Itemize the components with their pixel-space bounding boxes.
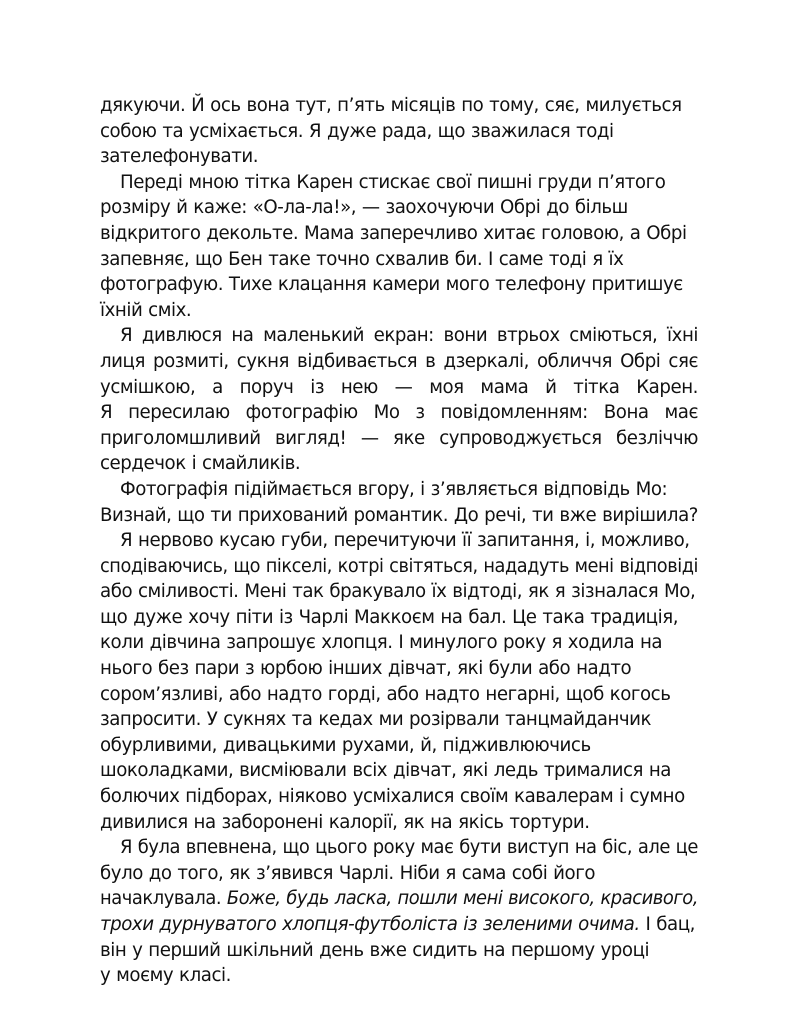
text-line: дивилися на заборонені калорії, як на якісь тортури. — [100, 811, 590, 833]
text-line: зателефонувати. — [100, 146, 259, 168]
text-line: він у перший шкільний день вже сидить на першому уроці — [100, 939, 650, 961]
text-line: Я нервово кусаю губи, перечитуючи її запитання, і, можливо, — [120, 530, 690, 552]
text-line: дякуючи. Й ось вона тут, п’ять місяців по тому, сяє, милується — [100, 95, 682, 116]
text-line: усмішкою, а поруч із нею — моя мама й тітка Карен. — [100, 376, 698, 398]
text-line: Переді мною тітка Карен стискає свої пишні груди п’ятого — [120, 171, 666, 193]
text-line: їхній сміх. — [100, 299, 192, 321]
text-segment: начаклувала. — [100, 888, 227, 910]
text-line: або сміливості. Мені так бракувало їх відтоді, як я зізналася Мо, — [100, 581, 696, 603]
document-text-body — [100, 93, 698, 989]
text-line: що дуже хочу піти із Чарлі Маккоєм на бал. Це така традиція, — [100, 606, 679, 628]
text-line: було до того, як з’явився Чарлі. Ніби я сама собі його — [100, 862, 596, 884]
text-line: розміру й каже: «О-ла-ла!», — заохочуючи Обрі до більш — [100, 197, 628, 219]
paragraph — [100, 477, 698, 528]
text-line: болючих підборах, ніяково усміхалися своїм кавалерам і сумно — [100, 786, 685, 808]
italic-text-segment: Боже, будь ласка, пошли мені високого, красивого, — [226, 888, 699, 910]
text-line: обурливими, дивацькими рухами, й, підживлюючись — [100, 734, 591, 756]
text-line: Я пересилаю фотографію Мо з повідомленням: Вона має — [100, 402, 698, 424]
text-line: у моєму класі. — [100, 965, 231, 987]
text-line: запросити. У сукнях та кедах ми розірвали танцмайданчик — [100, 709, 652, 731]
paragraph — [100, 170, 698, 324]
text-line: лиця розмиті, сукня відбивається в дзеркалі, обличчя Обрі сяє — [100, 350, 698, 372]
text-line: сором’язливі, або надто горді, або надто негарні, щоб когось — [100, 683, 671, 705]
italic-text-segment: трохи дурнуватого хлопця-футболіста із зеленими очима. — [100, 914, 640, 935]
text-line: нього без пари з юрбою інших дівчат, які були або надто — [100, 658, 632, 680]
text-line: фотографую. Тихе клацання камери мого телефону притишує — [100, 274, 683, 296]
text-line — [100, 886, 698, 912]
text-line — [100, 912, 698, 938]
paragraph — [100, 323, 698, 477]
text-line: Я дивлюся на маленький екран: вони втрьох сміються, їхні — [120, 325, 698, 347]
text-line: Визнай, що ти прихований романтик. До речі, ти вже вирішила? — [100, 504, 698, 526]
text-line: сердечок і смайликів. — [100, 453, 301, 475]
text-line: Я була впевнена, що цього року має бути виступ на біс, але це — [120, 837, 698, 859]
paragraph — [100, 835, 698, 989]
text-line: шоколадками, висміювали всіх дівчат, які ледь трималися на — [100, 760, 671, 782]
document-page — [100, 93, 698, 989]
paragraph — [100, 93, 698, 170]
text-line: запевняє, що Бен таке точно схвалив би. І саме тоді я їх — [100, 248, 624, 270]
text-line: відкритого декольте. Мама заперечливо хитає головою, а Обрі — [100, 222, 687, 244]
text-line: собою та усміхається. Я дуже рада, що зважилася тоді — [100, 120, 614, 142]
text-line: Фотографія підіймається вгору, і з’являється відповідь Мо: — [120, 478, 668, 500]
text-line: сподіваючись, що пікселі, котрі світяться, нададуть мені відповіді — [100, 555, 698, 577]
paragraph — [100, 528, 698, 835]
text-segment: І бац, — [639, 914, 696, 935]
text-line: приголомшливий вигляд! — яке супроводжується безліччю — [100, 427, 698, 449]
text-line: коли дівчина запрошує хлопця. І минулого року я ходила на — [100, 632, 663, 654]
